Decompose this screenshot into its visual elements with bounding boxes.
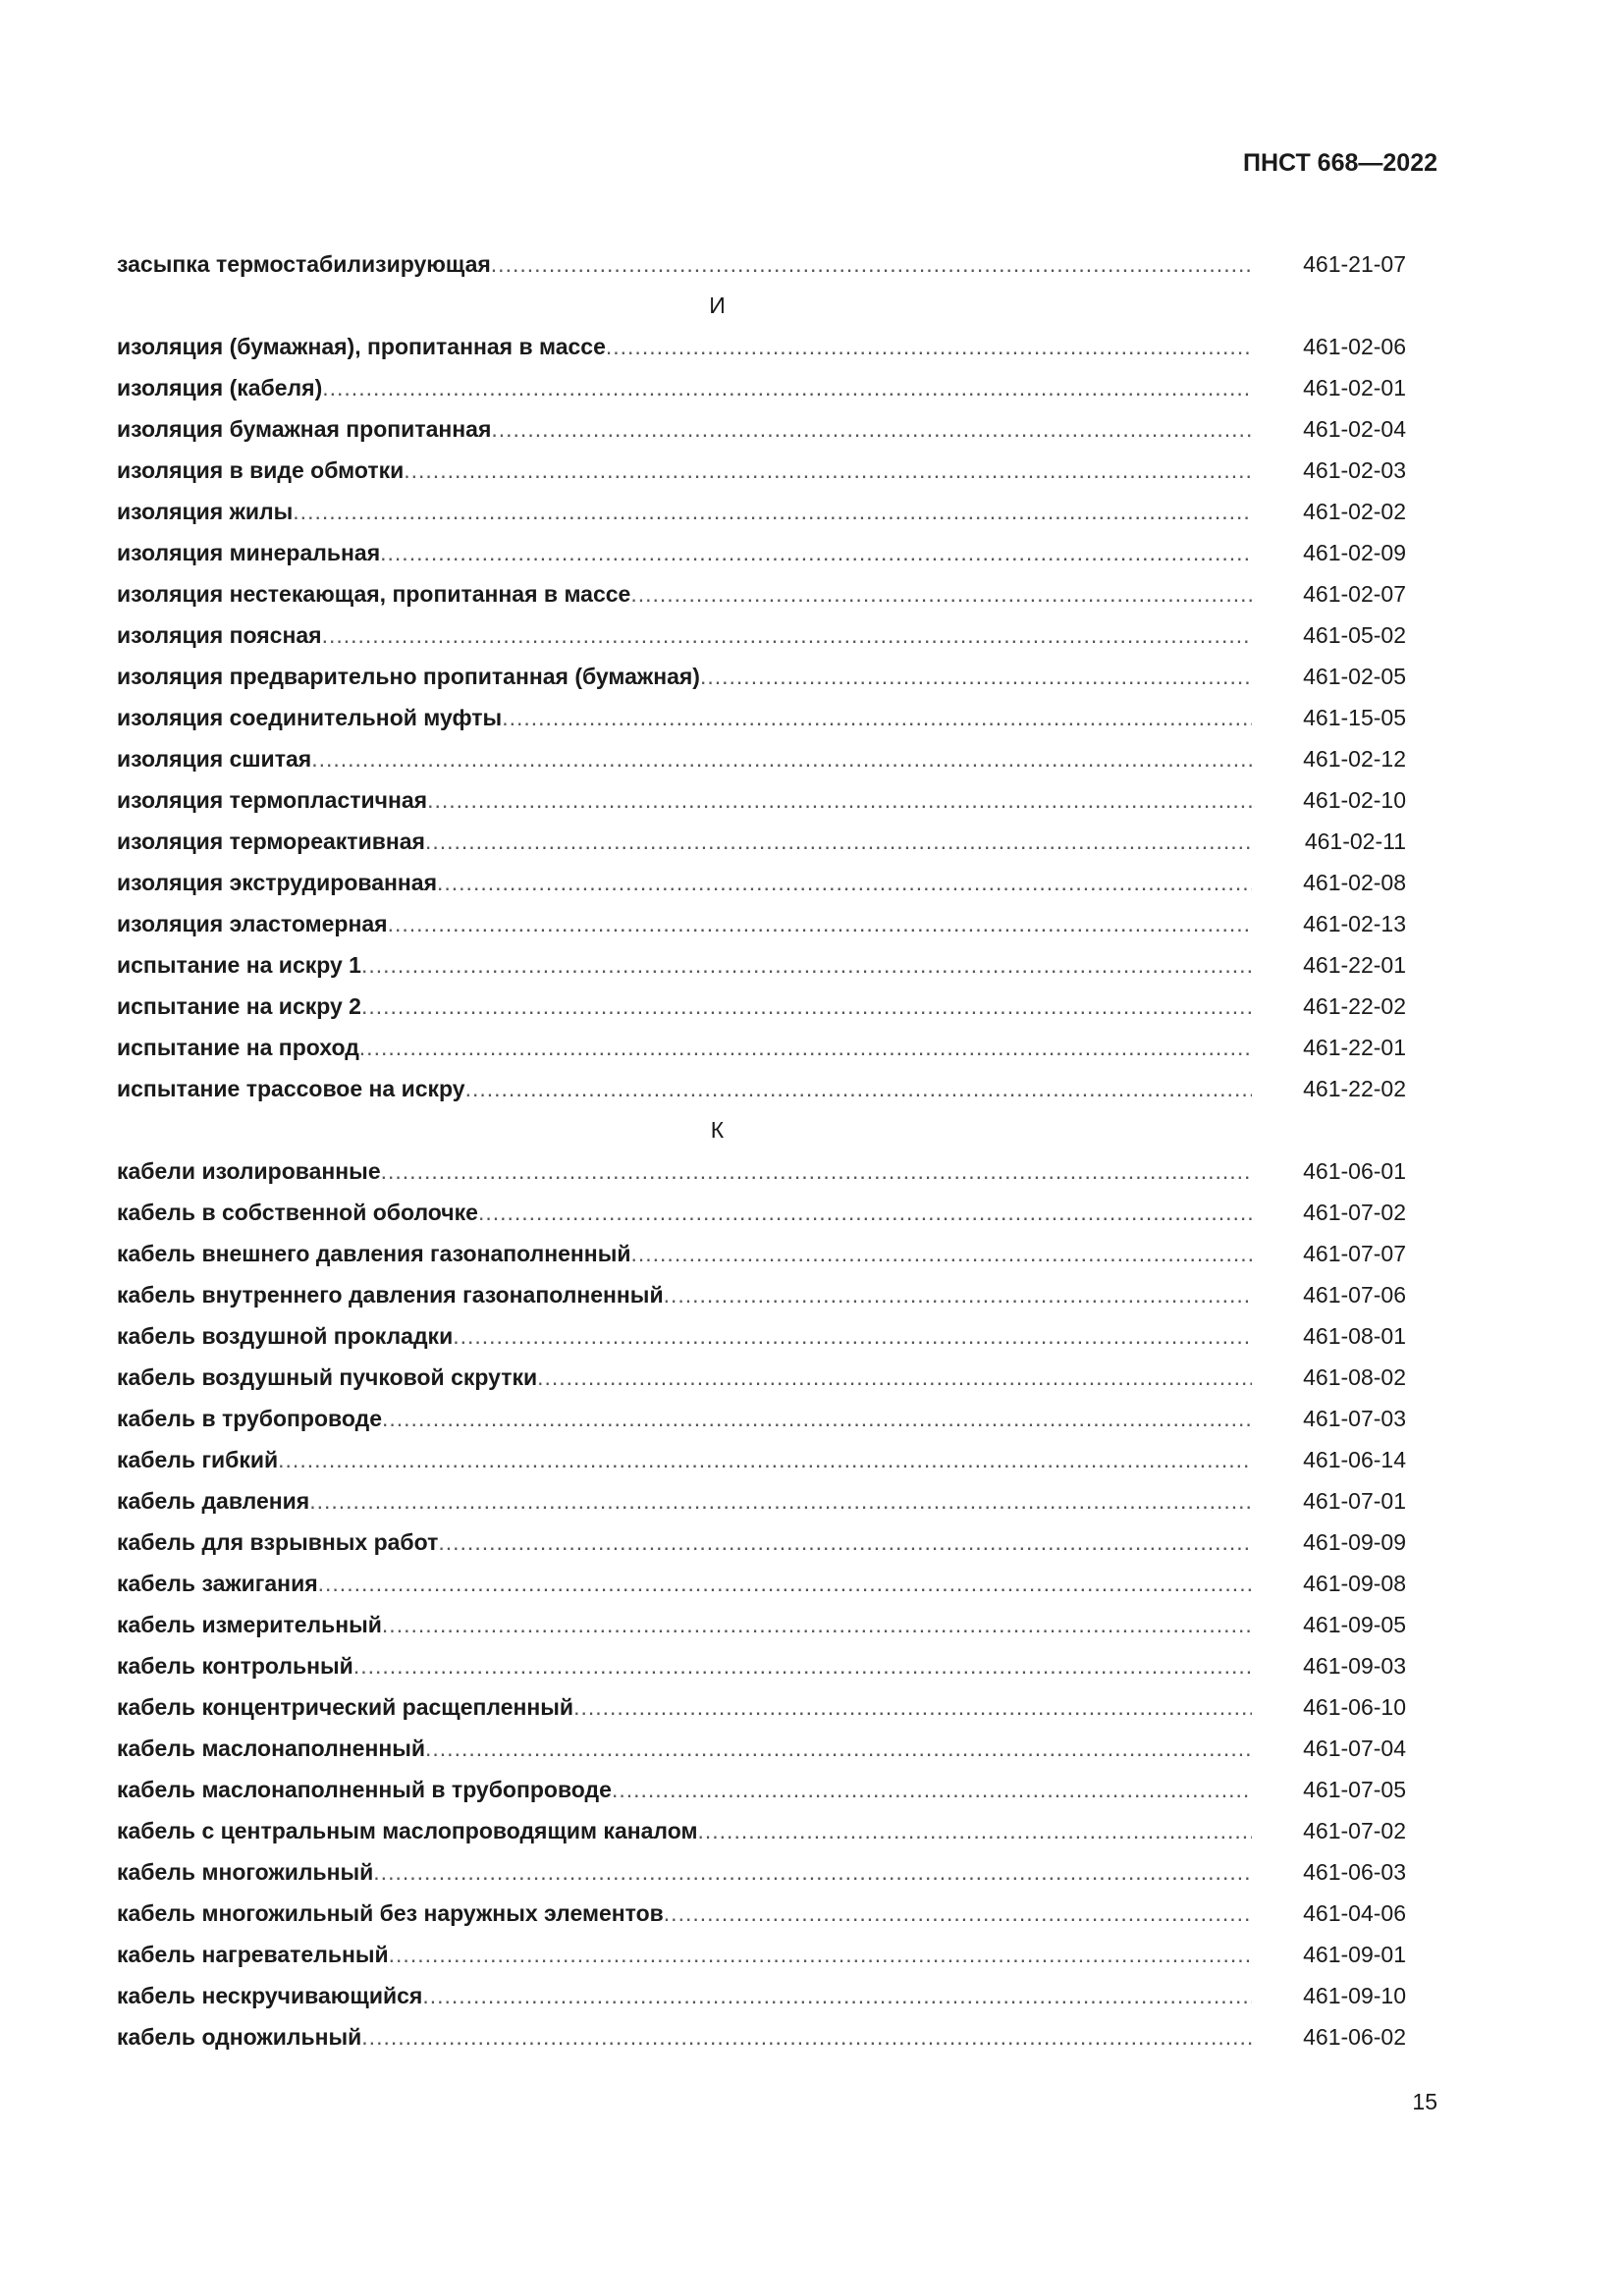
index-term: кабель контрольный [117,1653,353,1679]
index-entry [117,608,1406,649]
index-code: 461-07-04 [1303,1735,1406,1761]
index-term: кабель в собственной оболочке [117,1200,478,1225]
dot-leader [361,2023,1252,2051]
index-entry [117,1391,1406,1432]
index-entry [117,1020,1406,1061]
index-entry [117,1308,1406,1350]
index-code: 461-09-05 [1303,1612,1406,1637]
index-entry [117,1762,1406,1803]
index-entry [117,1680,1406,1721]
dot-leader [309,1487,1252,1515]
index-term: кабель измерительный [117,1612,382,1637]
index-entry [117,1597,1406,1638]
index-code: 461-06-02 [1303,2024,1406,2050]
dot-leader [427,786,1252,814]
index-entry [117,1515,1406,1556]
index-code: 461-06-14 [1303,1447,1406,1472]
dot-leader [361,951,1252,979]
index-term: кабель гибкий [117,1447,279,1472]
index-code: 461-02-12 [1303,746,1406,772]
index-code: 461-07-02 [1303,1200,1406,1225]
index-code: 461-09-01 [1303,1942,1406,1967]
index-entry [117,360,1406,401]
index-term: кабель в трубопроводе [117,1406,382,1431]
index-term: кабель воздушный пучковой скрутки [117,1364,538,1390]
dot-leader [382,1611,1252,1638]
dot-leader [478,1199,1252,1226]
index-code: 461-02-06 [1303,334,1406,359]
index-entry [117,1968,1406,2009]
dot-leader [318,1570,1252,1597]
index-term: кабели изолированные [117,1158,381,1184]
index-term: кабель маслонаполненный в трубопроводе [117,1777,612,1802]
index-code: 461-06-10 [1303,1694,1406,1720]
index-code: 461-22-02 [1303,1076,1406,1101]
dot-leader [537,1363,1252,1391]
index-term: изоляция экструдированная [117,870,437,895]
index-code: 461-21-07 [1303,251,1406,277]
index-code: 461-09-09 [1303,1529,1406,1555]
dot-leader [612,1776,1252,1803]
index-entry [117,1886,1406,1927]
index-code: 461-22-01 [1303,952,1406,978]
dot-leader [502,704,1252,731]
index-entry [117,690,1406,731]
index-code: 461-02-07 [1303,581,1406,607]
dot-leader [381,1157,1252,1185]
index-term: кабель внешнего давления газонаполненный [117,1241,631,1266]
index-entry [117,1803,1406,1844]
index-code: 461-02-05 [1303,664,1406,689]
index-code: 461-02-09 [1303,540,1406,565]
index-term: кабель давления [117,1488,310,1514]
index-entry [117,1473,1406,1515]
index-entry [117,237,1406,278]
index-entry [117,319,1406,360]
index-entry [117,1927,1406,1968]
index-code: 461-02-10 [1303,787,1406,813]
index-code: 461-09-03 [1303,1653,1406,1679]
index-code: 461-09-10 [1303,1983,1406,2008]
index-entry [117,525,1406,566]
index-code: 461-07-03 [1303,1406,1406,1431]
dot-leader [293,498,1252,525]
index-entry [117,443,1406,484]
dot-leader [382,1405,1252,1432]
index-term: кабель воздушной прокладки [117,1323,454,1349]
index-code: 461-08-01 [1303,1323,1406,1349]
index-entry [117,649,1406,690]
dot-leader [422,1982,1252,2009]
index-code: 461-06-03 [1303,1859,1406,1885]
index-entry [117,401,1406,443]
index-term: изоляция жилы [117,499,294,524]
index-term: изоляция нестекающая, пропитанная в массе [117,581,631,607]
index-term: кабель для взрывных работ [117,1529,439,1555]
index-term: испытание на искру 2 [117,993,361,1019]
index-term: изоляция в виде обмотки [117,457,405,483]
dot-leader [664,1281,1252,1308]
dot-leader [491,250,1252,278]
index-term: испытание трассовое на искру [117,1076,465,1101]
index-term: изоляция термореактивная [117,828,425,854]
dot-leader [311,745,1252,773]
index-entry [117,1638,1406,1680]
index-entry [117,1061,1406,1102]
alphabetical-index [117,237,1406,2051]
dot-leader [664,1899,1252,1927]
index-term: изоляция сшитая [117,746,312,772]
index-code: 461-02-08 [1303,870,1406,895]
dot-leader [359,1034,1252,1061]
dot-leader [388,910,1252,937]
dot-leader [437,869,1252,896]
index-entry [117,896,1406,937]
dot-leader [404,456,1252,484]
index-code: 461-02-11 [1304,828,1406,854]
index-term: изоляция (кабеля) [117,375,323,400]
dot-leader [425,828,1252,855]
index-term: кабель маслонаполненный [117,1735,426,1761]
index-term: кабель концентрический расщепленный [117,1694,574,1720]
index-code: 461-05-02 [1303,622,1406,648]
index-entry [117,2009,1406,2051]
index-term: кабель внутреннего давления газонаполненный [117,1282,664,1308]
index-code: 461-06-01 [1303,1158,1406,1184]
dot-leader [573,1693,1252,1721]
dot-leader [353,1652,1252,1680]
index-term: засыпка термостабилизирующая [117,251,491,277]
index-term: изоляция предварительно пропитанная (бумажная) [117,664,700,689]
dot-leader [278,1446,1252,1473]
index-entry [117,1844,1406,1886]
index-entry [117,1226,1406,1267]
index-entry [117,1556,1406,1597]
index-term: кабель зажигания [117,1571,318,1596]
dot-leader [389,1941,1252,1968]
dot-leader [630,580,1252,608]
dot-leader [453,1322,1252,1350]
index-entry [117,1721,1406,1762]
document-code: ПНСТ 668—2022 [1243,149,1437,177]
index-entry [117,484,1406,525]
dot-leader [491,415,1252,443]
index-entry [117,1432,1406,1473]
index-entry [117,1350,1406,1391]
index-entry [117,773,1406,814]
index-term: изоляция эластомерная [117,911,388,936]
dot-leader [698,1817,1253,1844]
index-code: 461-07-02 [1303,1818,1406,1843]
index-entry [117,1267,1406,1308]
index-entry [117,1144,1406,1185]
dot-leader [700,663,1252,690]
dot-leader [630,1240,1252,1267]
index-code: 461-15-05 [1303,705,1406,730]
index-term: кабель многожильный без наружных элементов [117,1900,664,1926]
index-code: 461-04-06 [1303,1900,1406,1926]
index-term: кабель нескручивающийся [117,1983,423,2008]
index-code: 461-07-06 [1303,1282,1406,1308]
index-code: 461-22-01 [1303,1035,1406,1060]
dot-leader [425,1735,1252,1762]
index-term: кабель многожильный [117,1859,374,1885]
dot-leader [380,539,1252,566]
index-entry [117,937,1406,979]
index-code: 461-02-03 [1303,457,1406,483]
index-code: 461-02-13 [1303,911,1406,936]
index-entry [117,855,1406,896]
index-code: 461-02-04 [1303,416,1406,442]
index-code: 461-08-02 [1303,1364,1406,1390]
section-letter: К [710,1117,725,1143]
dot-leader [361,992,1252,1020]
index-entry [117,1185,1406,1226]
dot-leader [322,374,1252,401]
index-term: испытание на проход [117,1035,359,1060]
index-term: кабель нагревательный [117,1942,389,1967]
index-code: 461-09-08 [1303,1571,1406,1596]
index-code: 461-22-02 [1303,993,1406,1019]
dot-leader [438,1528,1252,1556]
index-code: 461-07-07 [1303,1241,1406,1266]
index-term: изоляция термопластичная [117,787,428,813]
dot-leader [465,1075,1252,1102]
index-entry [117,814,1406,855]
index-entry [117,731,1406,773]
index-term: изоляция (бумажная), пропитанная в массе [117,334,606,359]
index-code: 461-07-01 [1303,1488,1406,1514]
section-letter: И [709,293,726,318]
index-term: кабель с центральным маслопроводящим каналом [117,1818,698,1843]
dot-leader [606,333,1252,360]
index-term: изоляция соединительной муфты [117,705,503,730]
index-code: 461-07-05 [1303,1777,1406,1802]
index-entry [117,566,1406,608]
index-entry [117,979,1406,1020]
dot-leader [373,1858,1252,1886]
page-number: 15 [1412,2089,1437,2114]
index-term: изоляция бумажная пропитанная [117,416,492,442]
index-term: кабель одножильный [117,2024,362,2050]
index-code: 461-02-02 [1303,499,1406,524]
dot-leader [322,621,1252,649]
index-code: 461-02-01 [1303,375,1406,400]
index-term: изоляция минеральная [117,540,381,565]
index-term: изоляция поясная [117,622,322,648]
index-term: испытание на искру 1 [117,952,361,978]
